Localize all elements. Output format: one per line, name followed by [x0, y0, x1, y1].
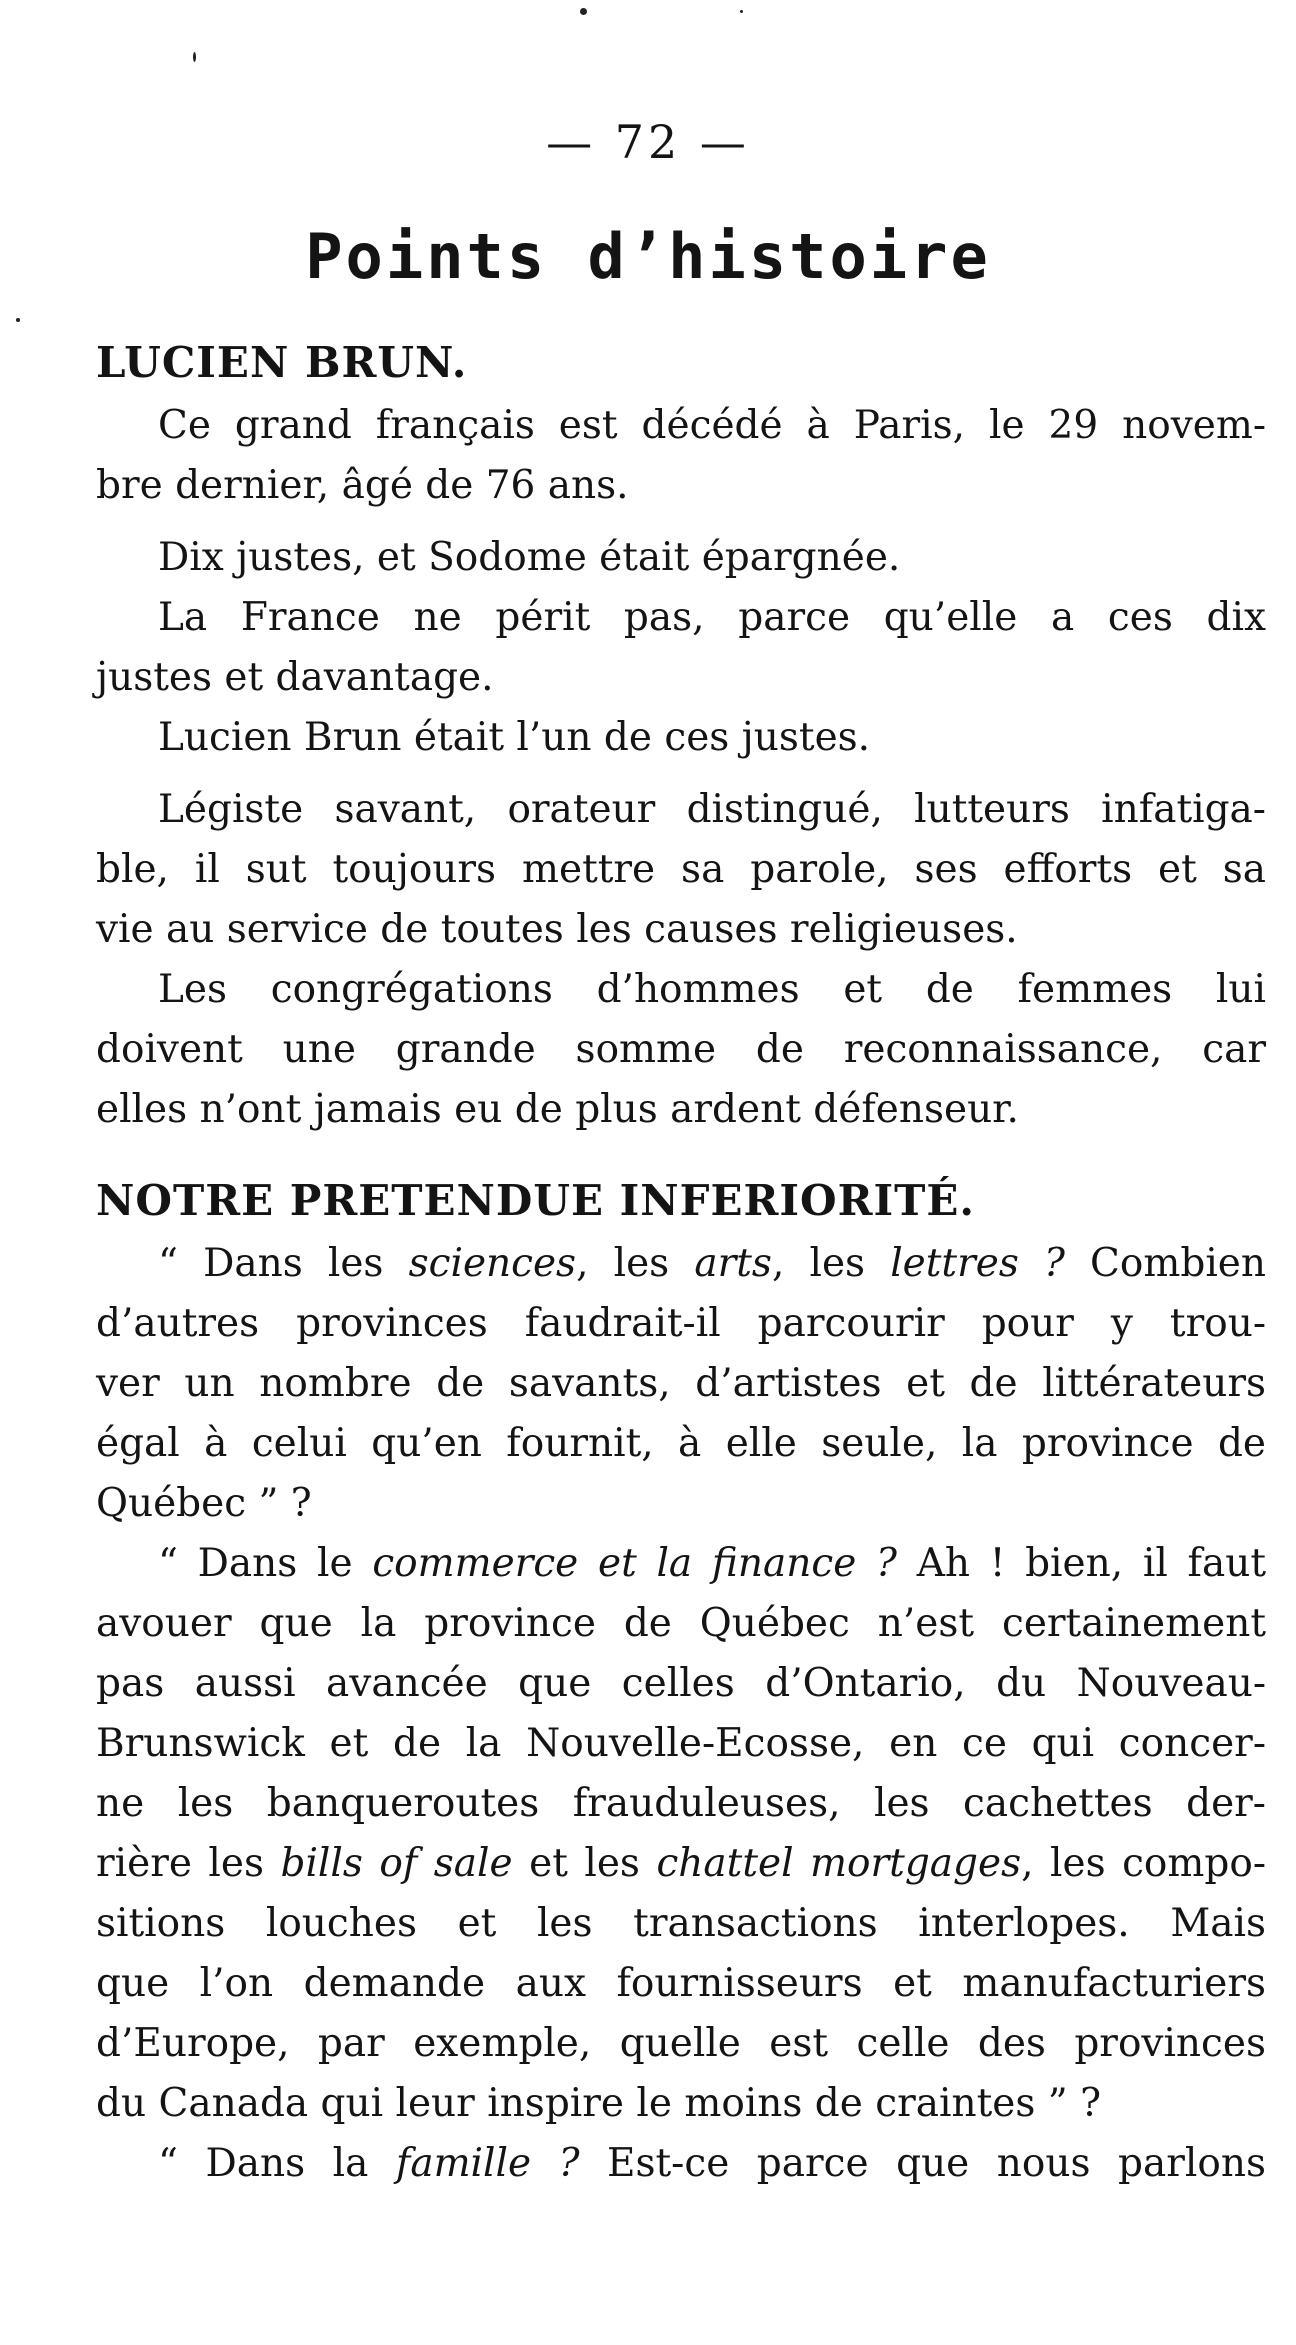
text-line: avouer que la province de Québec n’est certainement	[96, 1601, 1266, 1646]
section-heading-lucien-brun: LUCIEN BRUN.	[96, 338, 468, 387]
text-line: d’Europe, par exemple, quelle est celle des provinces	[96, 2021, 1266, 2066]
text-line: ne les banqueroutes frauduleuses, les cachettes der-	[96, 1781, 1266, 1826]
text-line: égal à celui qu’en fournit, à elle seule, la province de	[96, 1421, 1266, 1466]
ink-speck	[16, 318, 20, 322]
text-run: Est-ce parce que nous parlons	[579, 2141, 1266, 2186]
text-line: justes et davantage.	[96, 655, 494, 700]
text-line	[96, 2134, 1266, 2194]
text-line: Ce grand français est décédé à Paris, le 29 novem-	[158, 403, 1266, 448]
text-line: d’autres provinces faudrait-il parcourir pour y trou-	[96, 1301, 1266, 1346]
italic-run: sciences	[408, 1241, 577, 1286]
italic-run: commerce et la finance ?	[372, 1541, 897, 1586]
text-line: ver un nombre de savants, d’artistes et de littérateurs	[96, 1361, 1266, 1406]
text-line: du Canada qui leur inspire le moins de craintes ” ?	[96, 2081, 1101, 2126]
italic-run: arts	[694, 1241, 772, 1286]
ink-speck	[740, 10, 743, 13]
text-line: Les congrégations d’hommes et de femmes lui	[158, 967, 1266, 1012]
text-run: “ Dans les	[158, 1241, 409, 1286]
text-run: et les	[512, 1841, 657, 1886]
italic-run: famille ?	[395, 2141, 580, 2186]
text-line	[96, 1234, 1266, 1294]
text-run: Combien	[1064, 1241, 1266, 1286]
text-line: ble, il sut toujours mettre sa parole, ses efforts et sa	[96, 847, 1266, 892]
text-line: La France ne périt pas, parce qu’elle a ces dix	[158, 595, 1266, 640]
text-run: , les	[576, 1241, 695, 1286]
text-line: elles n’ont jamais eu de plus ardent défenseur.	[96, 1087, 1019, 1132]
text-run: “ Dans la	[158, 2141, 396, 2186]
text-line: Brunswick et de la Nouvelle-Ecosse, en ce qui concer-	[96, 1721, 1266, 1766]
text-line: que l’on demande aux fournisseurs et manufacturiers	[96, 1961, 1266, 2006]
text-run: , les compo-	[1021, 1841, 1267, 1886]
text-line	[96, 1834, 1266, 1894]
text-run: rière les	[96, 1841, 281, 1886]
page-body	[96, 330, 1266, 2194]
section-heading-inferiorite: NOTRE PRETENDUE INFERIORITÉ.	[96, 1176, 976, 1225]
text-line: vie au service de toutes les causes religieuses.	[96, 907, 1018, 952]
text-run: “ Dans le	[158, 1541, 373, 1586]
ink-speck	[580, 8, 587, 15]
text-line: Québec ” ?	[96, 1481, 312, 1526]
text-line: Dix justes, et Sodome était épargnée.	[158, 535, 901, 580]
text-line	[96, 1534, 1266, 1594]
text-line: Lucien Brun était l’un de ces justes.	[158, 715, 871, 760]
text-line: pas aussi avancée que celles d’Ontario, du Nouveau-	[96, 1661, 1266, 1706]
text-run: , les	[771, 1241, 891, 1286]
text-line: Légiste savant, orateur distingué, lutteurs infatiga-	[158, 787, 1266, 832]
italic-run: chattel mortgages	[656, 1841, 1022, 1886]
page-number: — 72 —	[546, 115, 750, 169]
text-run: Ah ! bien, il faut	[896, 1541, 1266, 1586]
text-line: sitions louches et les transactions interlopes. Mais	[96, 1901, 1266, 1946]
text-line: bre dernier, âgé de 76 ans.	[96, 463, 629, 508]
ink-speck	[193, 52, 196, 62]
italic-run: lettres ?	[890, 1241, 1065, 1286]
text-line: doivent une grande somme de reconnaissance, car	[96, 1027, 1266, 1072]
page-title: Points d’histoire	[305, 220, 991, 293]
italic-run: bills of sale	[280, 1841, 513, 1886]
